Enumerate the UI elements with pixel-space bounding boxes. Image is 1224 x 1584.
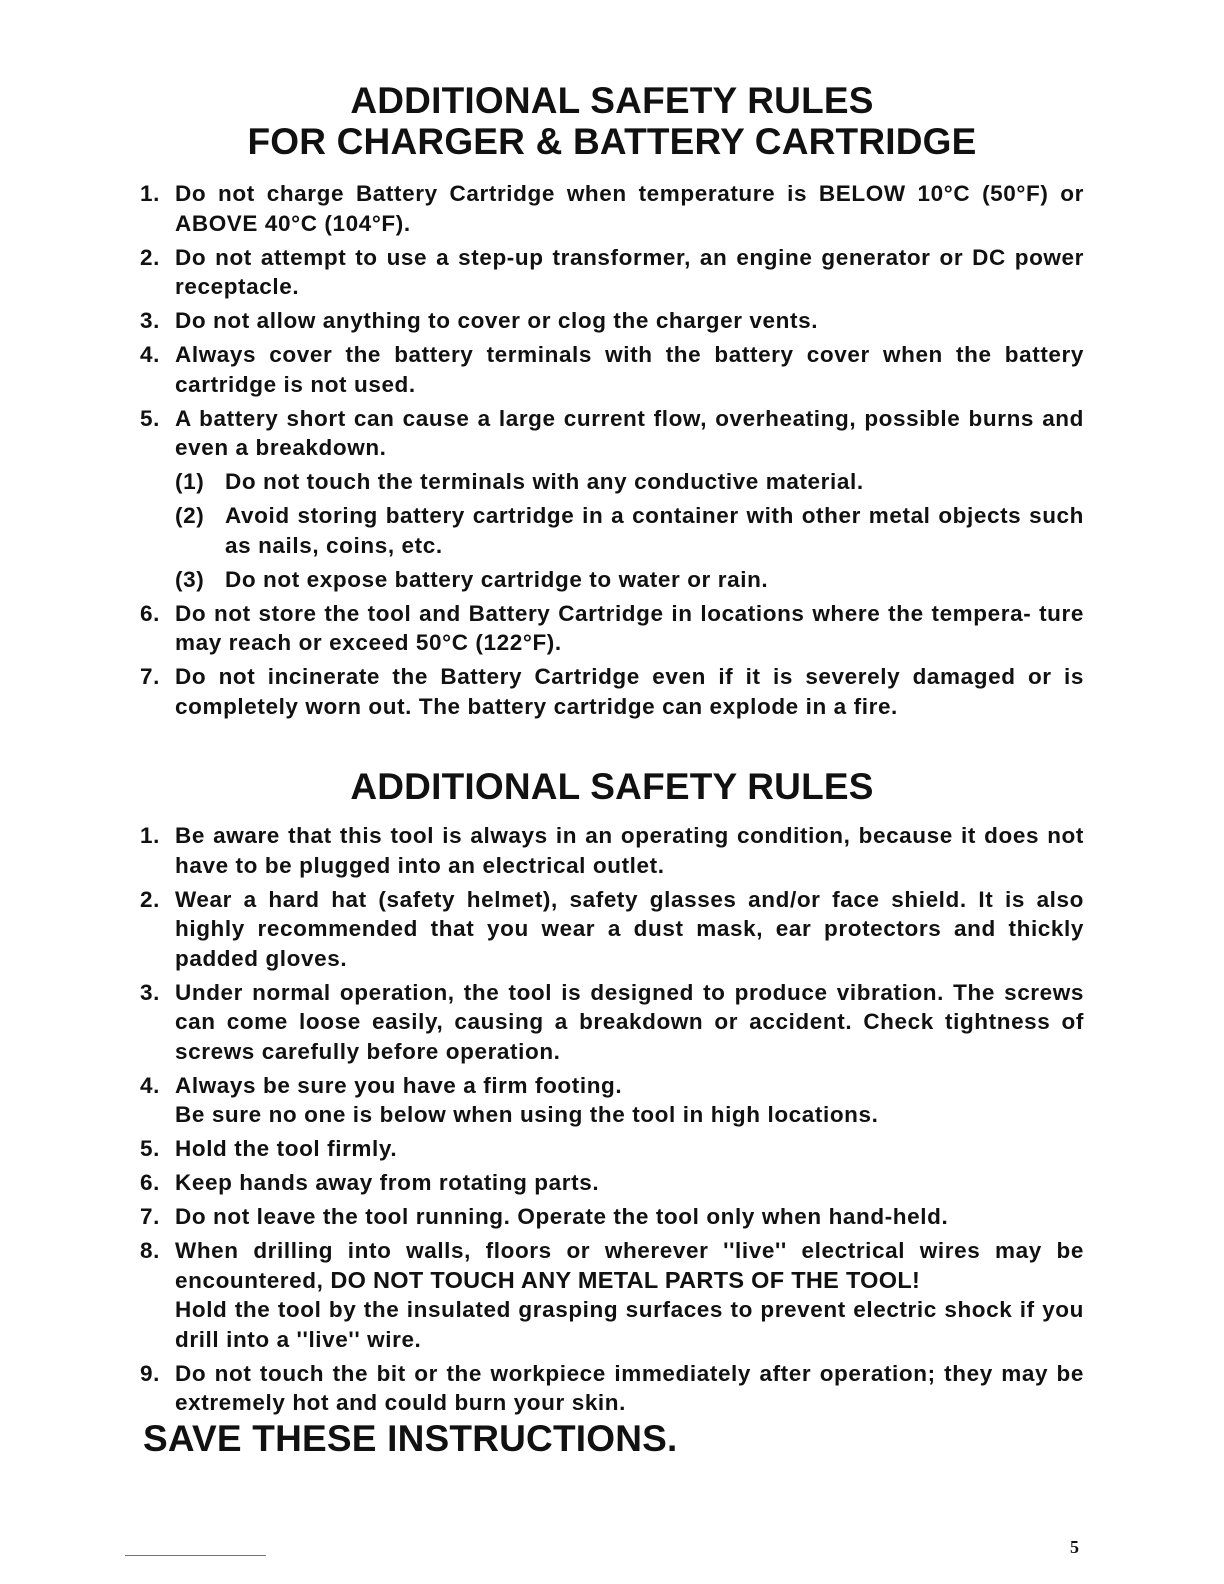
rule-number: 6. <box>140 1170 160 1195</box>
rule-number: 2. <box>140 886 160 912</box>
rule-text: Keep hands away from rotating parts. <box>175 1170 600 1195</box>
section2-rule-3 <box>140 978 1084 1067</box>
section2-rule-1 <box>140 821 1084 880</box>
rule-number: 5. <box>140 405 160 431</box>
section1-title-line1: ADDITIONAL SAFETY RULES <box>350 80 874 121</box>
section1-rules-list <box>140 179 1084 726</box>
section2-rule-4 <box>140 1071 1084 1130</box>
rule-text: Do not leave the tool running. Operate the tool only when hand-held. <box>175 1204 949 1229</box>
rule-text: When drilling into walls, floors or wherever ''live'' electrical wires may be encountered, <box>175 1238 1084 1293</box>
rule-text: Do not store the tool and Battery Cartridge in locations where the tempera- ture may reach or exceed 50°C (122°F). <box>175 600 1084 655</box>
section1-rule-6 <box>140 599 1084 658</box>
rule-number: 7. <box>140 1204 160 1229</box>
save-instructions-heading: SAVE THESE INSTRUCTIONS. <box>143 1418 678 1459</box>
subrule-text: Do not expose battery cartridge to water or rain. <box>225 566 769 592</box>
rule-number: 3. <box>140 979 160 1005</box>
rule-text-continued: Hold the tool by the insulated grasping surfaces to prevent electric shock if you drill into a ''live'' wire. <box>175 1297 1084 1352</box>
subrule-number: (3) <box>175 566 205 592</box>
section2-rule-2 <box>140 885 1084 974</box>
rule-text: Do not incinerate the Battery Cartridge even if it is severely damaged or is completely worn out. The battery cartridge can explode in a fire. <box>175 664 1084 719</box>
rule-number: 3. <box>140 308 160 333</box>
rule-number: 1. <box>140 181 160 206</box>
section1-rule-7 <box>140 662 1084 721</box>
subrule-number: (1) <box>175 469 205 494</box>
rule-number: 1. <box>140 823 160 848</box>
rule-text: Wear a hard hat (safety helmet), safety glasses and/or face shield. It is also highly recommended that you wear a dust mask, ear protectors and thickly padded gloves. <box>175 886 1084 971</box>
rule-text: Under normal operation, the tool is designed to produce vibration. The screws can come loose easily, causing a breakdown or accident. Check tightness of screws carefully before operation. <box>175 979 1084 1064</box>
section1-rule-4 <box>140 340 1084 399</box>
section2-rules-list <box>140 821 1084 1422</box>
rule-number: 4. <box>140 342 160 367</box>
section1-subrule-3 <box>140 565 1084 595</box>
page-number: 5 <box>1070 1537 1079 1557</box>
rule-number: 4. <box>140 1072 160 1098</box>
rule-number: 9. <box>140 1360 160 1386</box>
rule-text: Do not attempt to use a step-up transformer, an engine generator or DC power receptacle. <box>175 244 1084 299</box>
rule-text: Always be sure you have a firm footing. <box>175 1072 623 1098</box>
section2-rule-9 <box>140 1359 1084 1418</box>
section1-rule-1 <box>140 179 1084 238</box>
section1-rule-3 <box>140 306 1084 336</box>
section1-rule-2 <box>140 243 1084 302</box>
subrule-text: Do not touch the terminals with any conductive material. <box>225 469 864 494</box>
subrule-text: Avoid storing battery cartridge in a container with other metal objects such as nails, coins, etc. <box>225 503 1084 558</box>
rule-text: Do not touch the bit or the workpiece immediately after operation; they may be extremely hot and could burn your skin. <box>175 1360 1084 1415</box>
rule-text: Always cover the battery terminals with the battery cover when the battery cartridge is not used. <box>175 342 1084 397</box>
rule-number: 2. <box>140 244 160 270</box>
section1-rule-5 <box>140 404 1084 463</box>
rule-text: Be aware that this tool is always in an operating condition, because it does not have to be plugged into an electrical outlet. <box>175 823 1084 878</box>
rule-number: 8. <box>140 1238 160 1263</box>
section2-rule-5 <box>140 1134 1084 1164</box>
rule-text: Do not allow anything to cover or clog the charger vents. <box>175 308 819 333</box>
rule-text: Hold the tool firmly. <box>175 1136 398 1161</box>
section2-rule-7 <box>140 1202 1084 1232</box>
section2-rule-8 <box>140 1236 1084 1354</box>
footer-divider <box>125 1555 266 1556</box>
section1-subrule-2 <box>140 501 1084 560</box>
subrule-number: (2) <box>175 503 205 528</box>
rule-text: A battery short can cause a large current flow, overheating, possible burns and even a breakdown. <box>175 405 1084 460</box>
warning-emphasis: DO NOT TOUCH ANY METAL PARTS OF THE TOOL! <box>330 1266 921 1293</box>
section1-subrule-1 <box>140 467 1084 497</box>
section1-title-line2: FOR CHARGER & BATTERY CARTRIDGE <box>247 121 977 162</box>
rule-number: 5. <box>140 1136 160 1161</box>
section2-rule-6 <box>140 1168 1084 1198</box>
rule-number: 6. <box>140 600 160 626</box>
rule-number: 7. <box>140 664 160 689</box>
section2-title: ADDITIONAL SAFETY RULES <box>350 766 874 807</box>
rule-text-continued: Be sure no one is below when using the tool in high locations. <box>175 1102 879 1127</box>
rule-text: Do not charge Battery Cartridge when temperature is BELOW 10°C (50°F) or ABOVE 40°C (104°F). <box>175 181 1084 236</box>
